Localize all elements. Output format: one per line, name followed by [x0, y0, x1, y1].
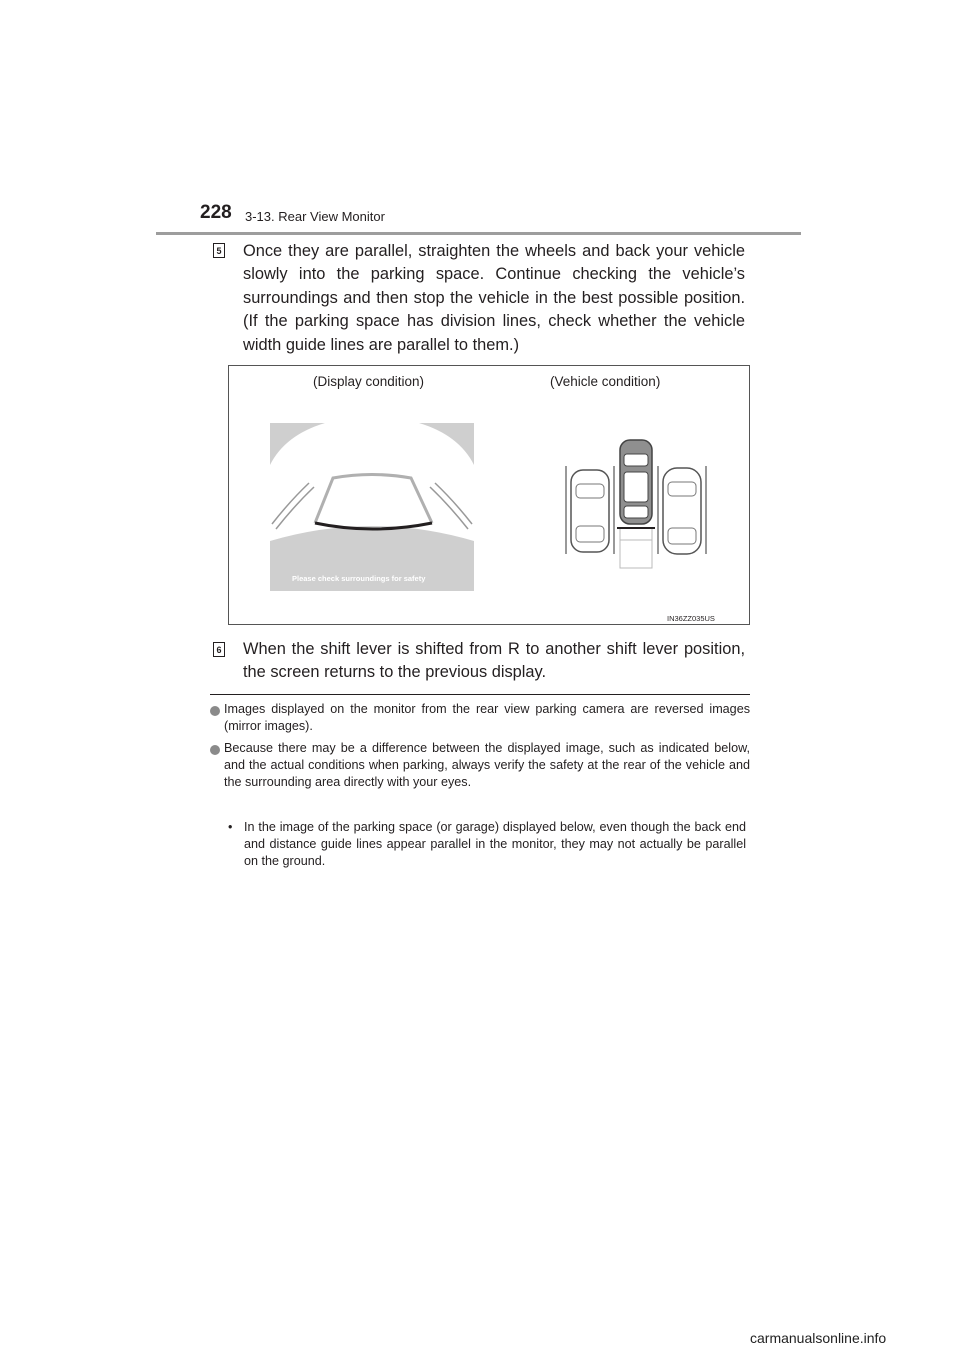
footer-watermark: carmanualsonline.info — [750, 1330, 887, 1346]
page-number: 228 — [200, 202, 232, 223]
step-number-6: 6 — [213, 642, 225, 657]
subnote-guide-lines: In the image of the parking space (or garage) displayed below, even though the back end and distance guide lines appear parallel in the monitor, they may not actually be parallel on the ground. — [244, 820, 746, 869]
note-bullet-icon — [210, 745, 220, 755]
step-6-text: When the shift lever is shifted from R to another shift lever position, the screen returns to the previous display. — [243, 640, 745, 682]
step-5-text: Once they are parallel, straighten the wheels and back your vehicle slowly into the parking space. Continue checking the vehicle’s surroundings and then stop the vehicle in the best possible position. (If the parking space has division lines, check whether the vehicle width guide lines are parallel to them.) — [243, 242, 745, 354]
vehicle-condition-graphic — [561, 436, 711, 576]
note-verify-safety: Because there may be a difference between the displayed image, such as indicated below, and the actual conditions when parking, always verify the safety at the rear of the vehicle and the surrounding area directly with your eyes. — [224, 741, 750, 790]
screen-safety-message: Please check surroundings for safety — [292, 574, 426, 583]
note-mirror-images: Images displayed on the monitor from the rear view parking camera are reversed images (mirror images). — [224, 702, 750, 734]
header-rule — [156, 232, 801, 235]
caption-vehicle-condition: (Vehicle condition) — [550, 374, 661, 389]
caption-display-condition: (Display condition) — [313, 374, 425, 389]
notes-divider — [210, 694, 750, 695]
monitor-display — [270, 423, 474, 591]
figure-code: IN36ZZ035US — [667, 614, 715, 623]
monitor-graphic — [270, 423, 474, 591]
note-bullet-icon — [210, 706, 220, 716]
section-title: 3-13. Rear View Monitor — [245, 209, 385, 224]
step-number-5: 5 — [213, 243, 225, 258]
figure-frame — [228, 365, 750, 625]
subnote-marker: • — [228, 820, 233, 834]
